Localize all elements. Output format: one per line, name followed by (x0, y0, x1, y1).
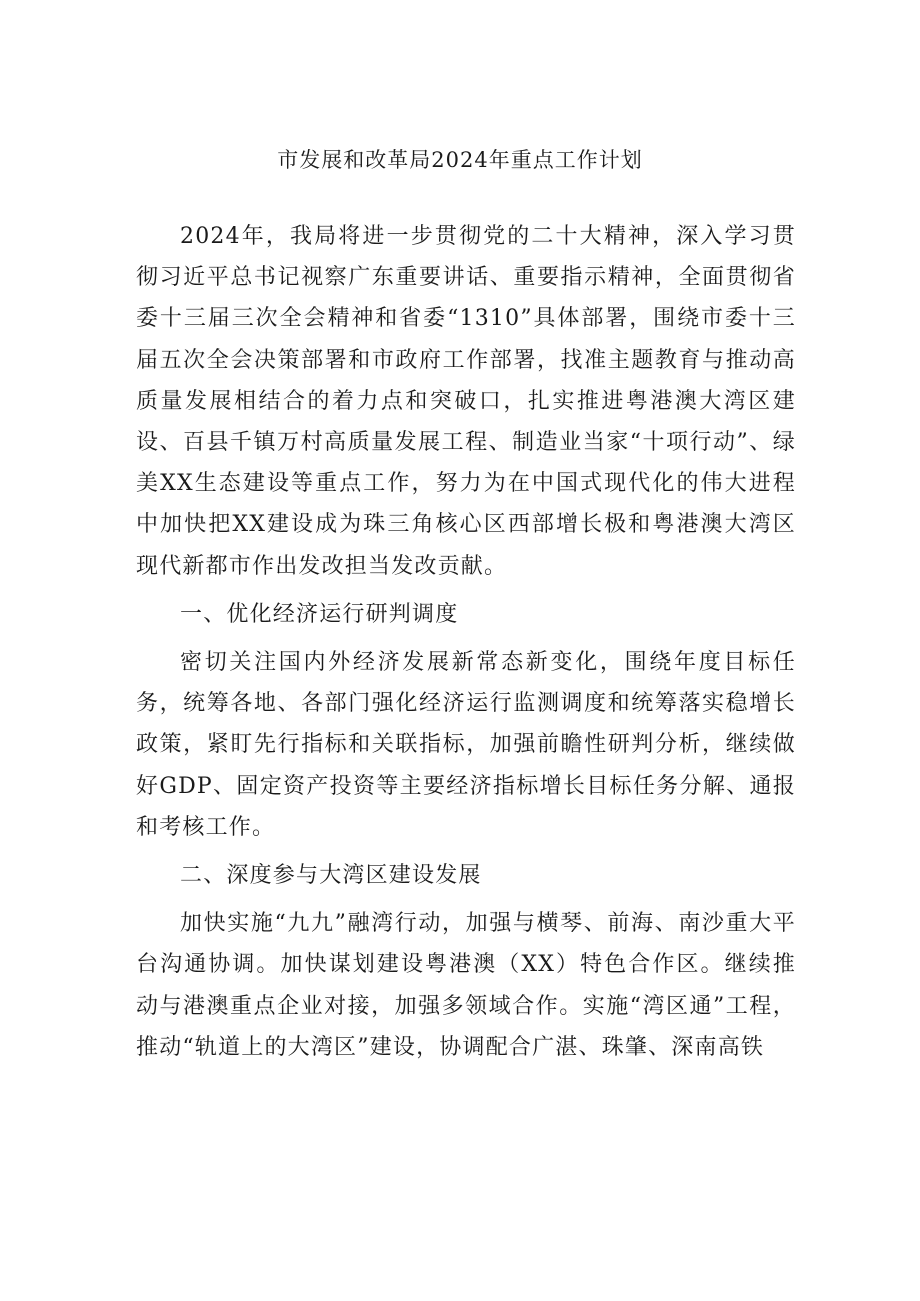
document-title: 市发展和改革局2024年重点工作计划 (277, 148, 643, 172)
section-paragraph-1: 密切关注国内外经济发展新常态新变化，围绕年度目标任务，统筹各地、各部门强化经济运行监测调度和统筹落实稳增长政策，紧盯先行指标和关联指标，加强前瞻性研判分析，继续做好GDP、固定资产投资等主要经济指标增长目标任务分解、通报和考核工作。 (136, 650, 796, 840)
document-body (136, 216, 796, 1068)
section-paragraph-2: 加快实施“九九”融湾行动，加强与横琴、前海、南沙重大平台沟通协调。加快谋划建设粤港澳（XX）特色合作区。继续推动与港澳重点企业对接，加强多领域合作。实施“湾区通”工程，推动“轨道上的大湾区”建设，协调配合广湛、珠肇、深南高铁 (136, 911, 796, 1060)
section-heading-1: 一、优化经济运行研判调度 (180, 601, 459, 627)
section-heading-2: 二、深度参与大湾区建设发展 (180, 863, 482, 889)
intro-paragraph: 2024年，我局将进一步贯彻党的二十大精神，深入学习贯彻习近平总书记视察广东重要讲话、重要指示精神，全面贯彻省委十三届三次全会精神和省委“1310”具体部署，围绕市委十三届五次全会决策部署和市政府工作部署，找准主题教育与推动高质量发展相结合的着力点和突破口，扎实推进粤港澳大湾区建设、百县千镇万村高质量发展工程、制造业当家“十项行动”、绿美XX生态建设等重点工作，努力为在中国式现代化的伟大进程中加快把XX建设成为珠三角核心区西部增长极和粤港澳大湾区现代新都市作出发改担当发改贡献。 (136, 224, 796, 579)
